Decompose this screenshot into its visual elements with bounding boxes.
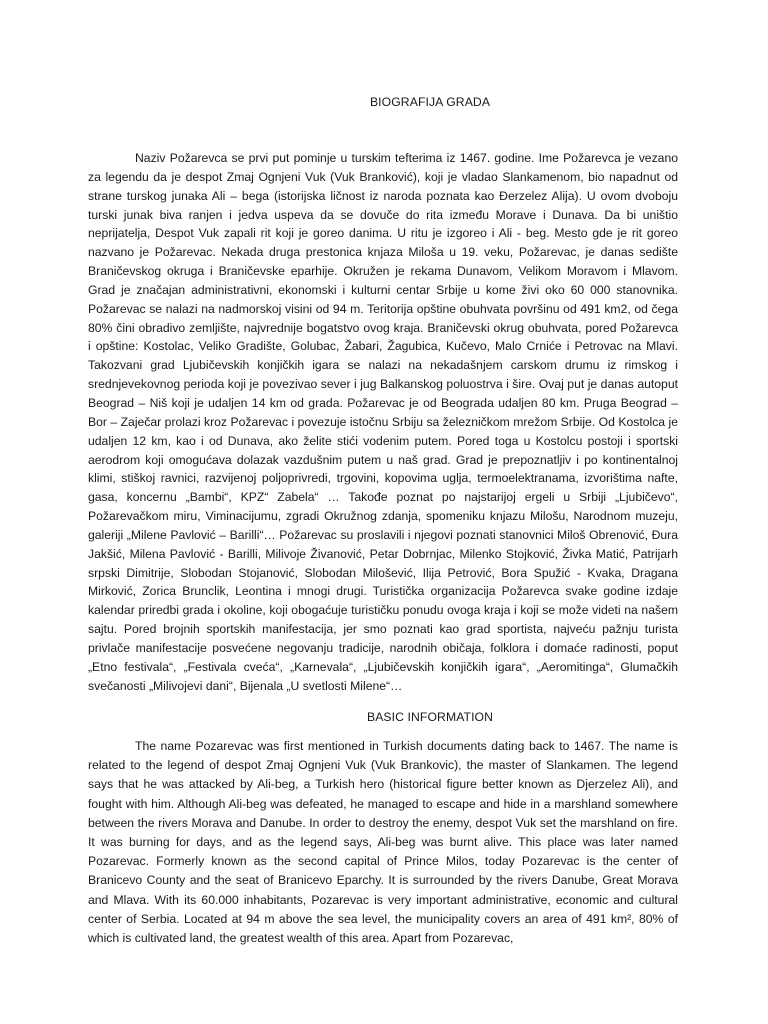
english-section-title: BASIC INFORMATION — [366, 710, 494, 724]
serbian-body-paragraph: Naziv Požarevca se prvi put pominje u turskim tefterima iz 1467. godine. Ime Požarevca je vezano za legendu da je despot Zmaj Ognjeni Vuk (Vuk Branković), koji je vladao Slankamenom, bio napadnut od strane turskog junaka Ali – bega (istorijska ličnost iz naroda poznata kao Đerzelez Alija). U ovom dvoboju turski junak biva ranjen i jedva uspeva da se dovuče do rita između Morave i Dunava. Da bi uništio neprijatelja, Despot Vuk zapali rit koji je goreo danima. U ritu je izgoreo i Ali - beg. Mesto gde je rit goreo nazvano je Požarevac. Nekada druga prestonica knjaza Miloša u 19. veku, Požarevac, je danas sedište Braničevskog okruga i Braničevske eparhije. Okružen je rekama Dunavom, Velikom Moravom i Mlavom. Grad je značajan administrativni, ekonomski i kulturni centar Srbije u kome živi oko 60 000 stanovnika. Požarevac se nalazi na nadmorskoj visini od 94 m. Teritorija opštine obuhvata površinu od 491 km2, od čega 80% čini obradivo zemljište, najvrednije bogatstvo ovog kraja. Braničevski okrug obuhvata, pored Požarevca i opštine: Kostolac, Veliko Gradište, Golubac, Žabari, Žagubica, Kučevo, Malo Crniće i Petrovac na Mlavi. Takozvani grad Ljubičevskih konjičkih igara se nalazi na nekadašnjem carskom drumu iz rimskog i srednjevekovnog perioda koji je povezivao sever i jug Balkanskog poluostrva i šire. Ovaj put je danas autoput Beograd – Niš koji je udaljen 14 km od grada. Požarevac je od Beograda udaljen 80 km. Pruga Beograd – Bor – Zaječar prolazi kroz Požarevac i povezuje istočnu Srbiju sa železničkom mrežom Srbije. Od Kostolca je udaljen 12 km, kao i od Dunava, ako želite stići vodenim putem. Pored toga u Kostolcu postoji i sportski aerodrom koji omogućava dolazak vazdušnim putem u naš grad. Grad je prepoznatljiv i po kontinentalnoj klimi, stiškoj ravnici, razvijenoj poljoprivredi, trgovini, kopovima uglja, termoelektranama, izvorištima nafte, gasa, koncernu „Bambi“, KPZ“ Zabela“ … Takođe poznat po najstarijoj ergeli u Srbiji „Ljubičevo“, Požarevačkom miru, Viminacijumu, zgradi Okružnog zdanja, spomeniku knjazu Milošu, Narodnom muzeju, galeriji „Milene Pavlović – Barilli“… Požarevac su proslavili i njegovi poznati stanovnici Miloš Obrenović, Đura Jakšić, Milena Pavlović - Barilli, Milivoje Živanović, Petar Dobrnjac, Milenko Stojković, Živka Matić, Patrijarh srpski Dimitrije, Slobodan Stojanović, Slobodan Milošević, Ilija Petrović, Bora Spužić - Kvaka, Dragana Mirković, Zorica Brunclik, Leontina i mnogi drugi. Turistička organizacija Požarevca svake godine izdaje kalendar priredbi grada i okoline, koji obogaćuje turističku ponudu ovoga kraja i koji se može videti na našem sajtu. Pored brojnih sportskih manifestacija, jer smo poznati kao grad sportista, najveću pažnju turista privlače manifestacije posvećene negovanju tradicije, narodnih običaja, folklora i domaće radinosti, poput „Etno festivala“, „Festivala cveća“, „Karnevala“, „Ljubičevskih konjičkih igara“, „Aeromitinga“, Glumačkih svečanosti „Milivojevi dani“, Bijenala „U svetlosti Milene“… — [88, 151, 678, 693]
english-body-paragraph: The name Pozarevac was first mentioned in Turkish documents dating back to 1467. The name is related to the legend of despot Zmaj Ognjeni Vuk (Vuk Brankovic), the master of Slankamen. The legend says that he was attacked by Ali-beg, a Turkish hero (historical figure better known as Djerzelez Ali), and fought with him. Although Ali-beg was defeated, he managed to escape and hide in a marshland somewhere between the rivers Morava and Danube. In order to destroy the enemy, despot Vuk set the marshland on fire. It was burning for days, and as the legend says, Ali-beg was burnt alive. This place was later named Pozarevac. Formerly known as the second capital of Prince Milos, today Pozarevac is the center of Branicevo County and the seat of Branicevo Eparchy. It is surrounded by the rivers Danube, Great Morava and Mlava. With its 60.000 inhabitants, Pozarevac is very important administrative, economic and cultural center of Serbia. Located at 94 m above the sea level, the municipality covers an area of 491 km², 80% of which is cultivated land, the greatest wealth of this area. Apart from Pozarevac, — [88, 739, 678, 946]
serbian-section-title: BIOGRAFIJA GRADA — [369, 95, 491, 109]
